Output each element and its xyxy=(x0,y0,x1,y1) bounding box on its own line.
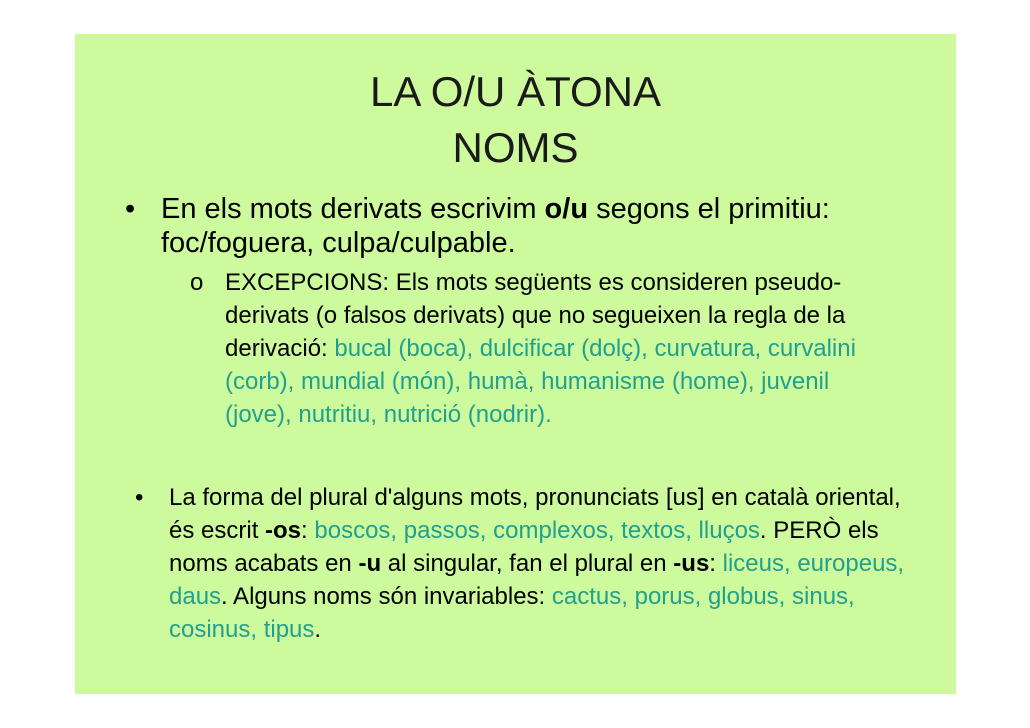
bullet-marker: • xyxy=(135,484,144,511)
examples-us: liceus, europeus, daus xyxy=(169,550,905,610)
bold-us: -us xyxy=(673,550,710,577)
bold-os: -os xyxy=(265,517,302,544)
title-line-2: NOMS xyxy=(452,124,579,171)
title-line-1: LA O/U ÀTONA xyxy=(370,68,661,115)
slide-title xyxy=(75,64,956,176)
sub-bullet-marker: o xyxy=(190,269,204,296)
text-c: al singular, fan el plural en xyxy=(381,550,674,577)
text-d: . Alguns noms són invariables: xyxy=(221,583,552,610)
bullet-bold-ou: o/u xyxy=(544,193,589,225)
examples-os: boscos, passos, complexos, textos, lluços xyxy=(314,517,760,544)
bullet-text xyxy=(169,481,929,646)
colon-1: : xyxy=(301,517,315,544)
colon-2: : xyxy=(709,550,723,577)
end-period: . xyxy=(314,616,322,643)
bold-u: -u xyxy=(358,550,382,577)
text-a: La forma del plural d'alguns mots, pronunciats [us] en català oriental, és escrit xyxy=(169,484,901,544)
bullet-text-a: En els mots derivats escrivim xyxy=(161,193,545,225)
sub-bullet-examples: bucal (boca), dulcificar (dolç), curvatura, curvalini (corb), mundial (món), humà, humanisme (home), juvenil (jove), nutritiu, nutrició (nodrir). xyxy=(225,335,856,428)
bullet-text xyxy=(161,192,921,260)
slide xyxy=(75,34,956,694)
sub-bullet-text-a: EXCEPCIONS: Els mots següents es consideren pseudo-derivats (o falsos derivats) que no segueixen la regla de la derivació: xyxy=(225,269,846,362)
bullet-text-b: segons el primitiu: foc/foguera, culpa/culpable. xyxy=(161,193,830,259)
sub-bullet-text xyxy=(225,266,895,431)
bullet-marker: • xyxy=(125,193,136,225)
examples-invariable: cactus, porus, globus, sinus, cosinus, tipus xyxy=(169,583,855,643)
text-b: . PERÒ els noms acabats en xyxy=(169,517,879,577)
